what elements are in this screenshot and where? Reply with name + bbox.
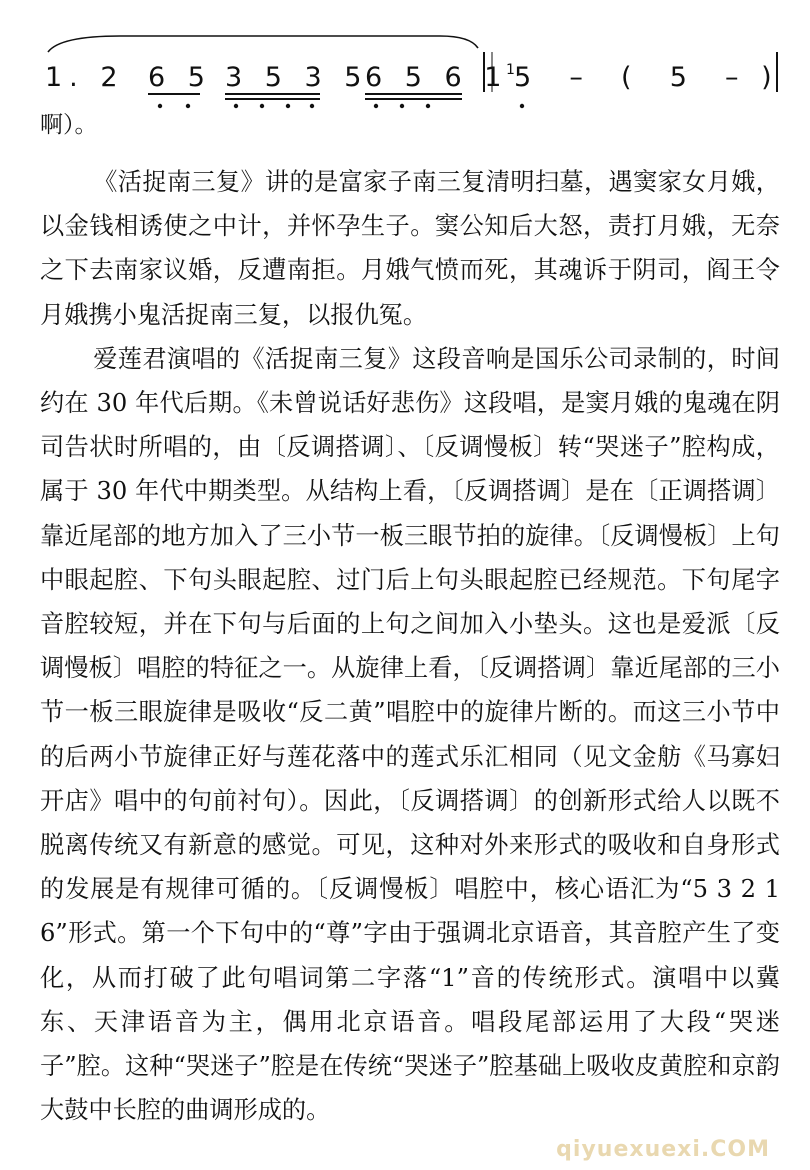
paragraph: 爱莲君演唱的《活捉南三复》这段音响是国乐公司录制的，时间约在 30 年代后期。《未曾说话好悲伤》这段唱，是窦月娥的鬼魂在阴司告状时所唱的，由〔反调搭调〕、〔反调慢板〕转“哭迷子”腔构成，属于 30 年代中期类型。从结构上看，〔反调搭调〕是在〔正调搭调〕靠近尾部的地方加入了三小节一板三眼节拍的旋律。〔反调慢板〕上句中眼起腔、下句头眼起腔、过门后上句头眼起腔已经规范。下句尾字音腔较短，并在下句与后面的上句之间加入小垫头。这也是爱派〔反调慢板〕唱腔的特征之一。从旋律上看，〔反调搭调〕靠近尾部的三小节一板三眼旋律是吸收“反二黄”唱腔中的旋律片断的。而这三小节中的后两小节旋律正好与莲花落中的莲式乐汇相同（见文金舫《马寡妇开店》唱中的句前衬句）。因此，〔反调搭调〕的创新形式给人以既不脱离传统又有新意的感觉。可见，这种对外来形式的吸收和自身形式的发展是有规律可循的。〔反调慢板〕唱腔中，核心语汇为“5 3 2 1 6”形式。第一个下句中的“尊”字由于强调北京语音，其音腔产生了变化，从而打破了此句唱词第二字落“1”音的传统形式。演唱中以冀东、天津语音为主，偶用北京语音。唱段尾部运用了大段“哭迷子”腔。这种“哭迷子”腔是在传统“哭迷子”腔基础上吸收皮黄腔和京韵大鼓中长腔的曲调形成的。 <box>40 344 780 1125</box>
mark-one: 1 <box>506 62 515 78</box>
notation-staff <box>0 0 810 120</box>
note-group: 3 5 3 5 <box>225 62 369 93</box>
note-group: 5 – ( 5 – ) <box>514 62 779 93</box>
lyric-tail: 啊）。 <box>40 112 98 138</box>
note-group: 6 5 <box>148 62 212 93</box>
note-group: 6 5 6 1 <box>365 62 509 93</box>
paragraph: 《活捉南三复》讲的是富家子南三复清明扫墓，遇窦家女月娥，以金钱相诱使之中计，并怀孕生子。窦公知后大怒，责打月娥，无奈之下去南家议婚，反遭南拒。月娥气愤而死，其魂诉于阴司，阎王令月娥携小鬼活捉南三复，以报仇冤。 <box>40 168 780 329</box>
watermark: qiyuexuexi.COM <box>556 1137 770 1162</box>
article-body <box>40 160 780 1132</box>
slur-arc <box>48 36 478 52</box>
octave-dots <box>158 104 524 108</box>
note-group: 1. 2 <box>45 62 125 93</box>
